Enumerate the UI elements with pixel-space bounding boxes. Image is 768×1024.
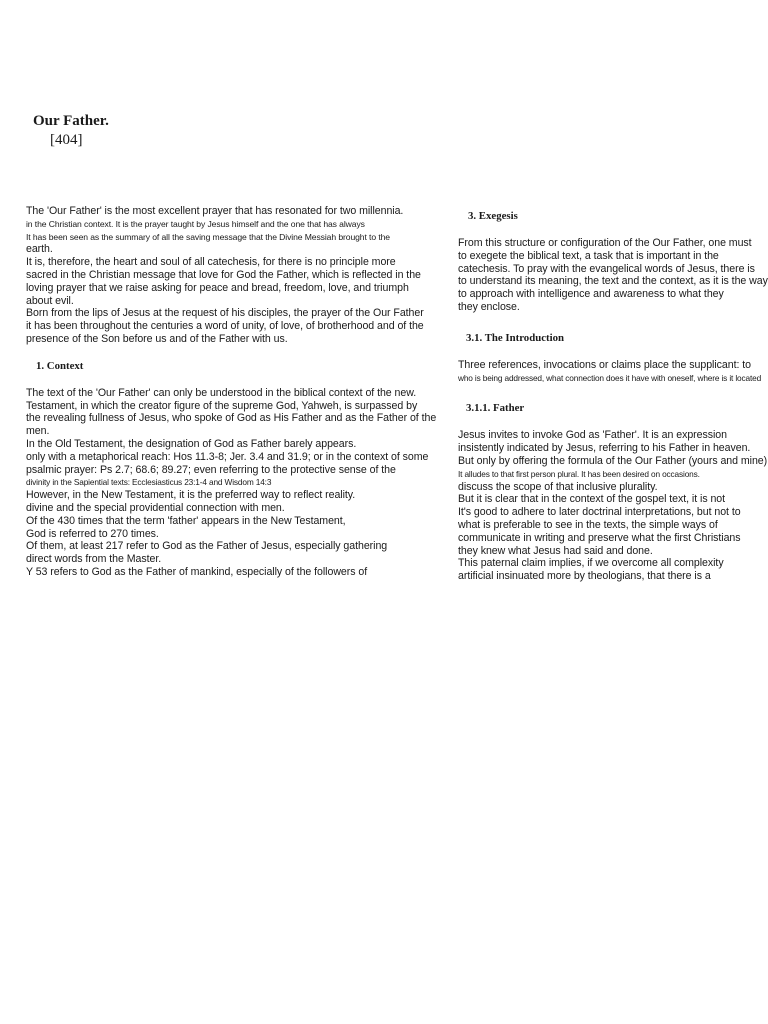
text-line: divine and the special providential connection with men. [26, 501, 285, 514]
text-line: It alludes to that first person plural. It has been desired on occasions. [458, 468, 700, 479]
text-line: discuss the scope of that inclusive plurality. [458, 480, 658, 493]
text-line: Three references, invocations or claims place the supplicant: to [458, 358, 751, 371]
right-column [458, 210, 768, 583]
text-line: catechesis. To pray with the evangelical words of Jesus, there is [458, 262, 755, 275]
text-line: about evil. [26, 294, 74, 307]
text-line: Y 53 refers to God as the Father of mankind, especially of the followers of [26, 565, 368, 578]
text-line: In the Old Testament, the designation of God as Father barely appears. [26, 437, 357, 450]
text-line: direct words from the Master. [26, 553, 162, 566]
text-line: psalmic prayer: Ps 2.7; 68.6; 89.27; even referring to the protective sense of the [26, 463, 396, 476]
text-line: to exegete the biblical text, a task that is important in the [458, 249, 719, 262]
text-line: divinity in the Sapiential texts: Ecclesiasticus 23:1-4 and Wisdom 14:3 [26, 477, 272, 488]
text-line: to approach with intelligence and awareness to what they [458, 288, 724, 301]
text-line: This paternal claim implies, if we overcome all complexity [458, 557, 724, 570]
text-line: It's good to adhere to later doctrinal interpretations, but not to [458, 506, 741, 519]
text-line: But it is clear that in the context of the gospel text, it is not [458, 493, 726, 506]
text-line: only with a metaphorical reach: Hos 11.3-8; Jer. 3.4 and 31.9; or in the context of some [26, 450, 429, 463]
text-line: presence of the Son before us and of the Father with us. [26, 332, 288, 345]
text-line: insistently indicated by Jesus, referring to his Father in heaven. [458, 442, 751, 455]
intro-paragraphs [26, 205, 451, 346]
section-heading-exegesis: 3. Exegesis [468, 210, 518, 222]
context-paragraphs [26, 387, 451, 579]
text-line: From this structure or configuration of the Our Father, one must [458, 237, 752, 249]
text-line: Jesus invites to invoke God as 'Father'. It is an expression [458, 429, 727, 442]
left-column [26, 205, 451, 579]
section-heading-context: 1. Context [36, 359, 84, 372]
text-line: Of them, at least 217 refer to God as the Father of Jesus, especially gathering [26, 540, 388, 553]
page-reference: [404] [50, 132, 83, 148]
section-heading-introduction: 3.1. The Introduction [466, 331, 564, 344]
text-line: However, in the New Testament, it is the preferred way to reflect reality. [26, 489, 356, 502]
exegesis-paragraph [458, 237, 768, 314]
text-line: men. [26, 425, 50, 438]
text-line: they knew what Jesus had said and done. [458, 544, 653, 557]
text-line: It has been seen as the summary of all the saving message that the Divine Messiah brought to the [26, 231, 390, 242]
text-line: The 'Our Father' is the most excellent prayer that has resonated for two millennia. [26, 205, 404, 217]
document-title: Our Father. [33, 113, 109, 129]
text-line: But only by offering the formula of the Our Father (yours and mine) [458, 454, 768, 467]
text-line: the revealing fullness of Jesus, who spoke of God as His Father and as the Father of the [26, 412, 437, 425]
text-line: It is, therefore, the heart and soul of all catechesis, for there is no principle more [26, 256, 396, 269]
text-line: who is being addressed, what connection does it have with oneself, where is it located [458, 372, 762, 383]
text-line: it has been throughout the centuries a word of unity, of love, of brotherhood and of the [26, 320, 424, 333]
text-line: Born from the lips of Jesus at the request of his disciples, the prayer of the Our Father [26, 307, 424, 320]
text-line: earth. [26, 243, 53, 256]
text-line: The text of the 'Our Father' can only be understood in the biblical context of the new. [26, 386, 417, 399]
text-line: what is preferable to see in the texts, the simple ways of [458, 518, 718, 531]
text-line: God is referred to 270 times. [26, 527, 159, 540]
section-heading-father: 3.1.1. Father [466, 402, 525, 415]
text-line: communicate in writing and preserve what the first Christians [458, 531, 741, 544]
text-line: artificial insinuated more by theologians, that there is a [458, 570, 711, 583]
introduction-paragraph [458, 359, 768, 385]
father-paragraphs [458, 429, 768, 583]
text-line: to understand its meaning, the text and the context, as it is the way [458, 275, 768, 288]
text-line: loving prayer that we raise asking for peace and bread, freedom, love, and triumph [26, 281, 409, 294]
text-line: Of the 430 times that the term 'father' appears in the New Testament, [26, 514, 346, 527]
text-line: sacred in the Christian message that love for God the Father, which is reflected in the [26, 268, 421, 281]
text-line: Testament, in which the creator figure of the supreme God, Yahweh, is surpassed by [26, 399, 418, 412]
text-line: in the Christian context. It is the prayer taught by Jesus himself and the one that has always [26, 218, 365, 229]
text-line: they enclose. [458, 300, 520, 313]
